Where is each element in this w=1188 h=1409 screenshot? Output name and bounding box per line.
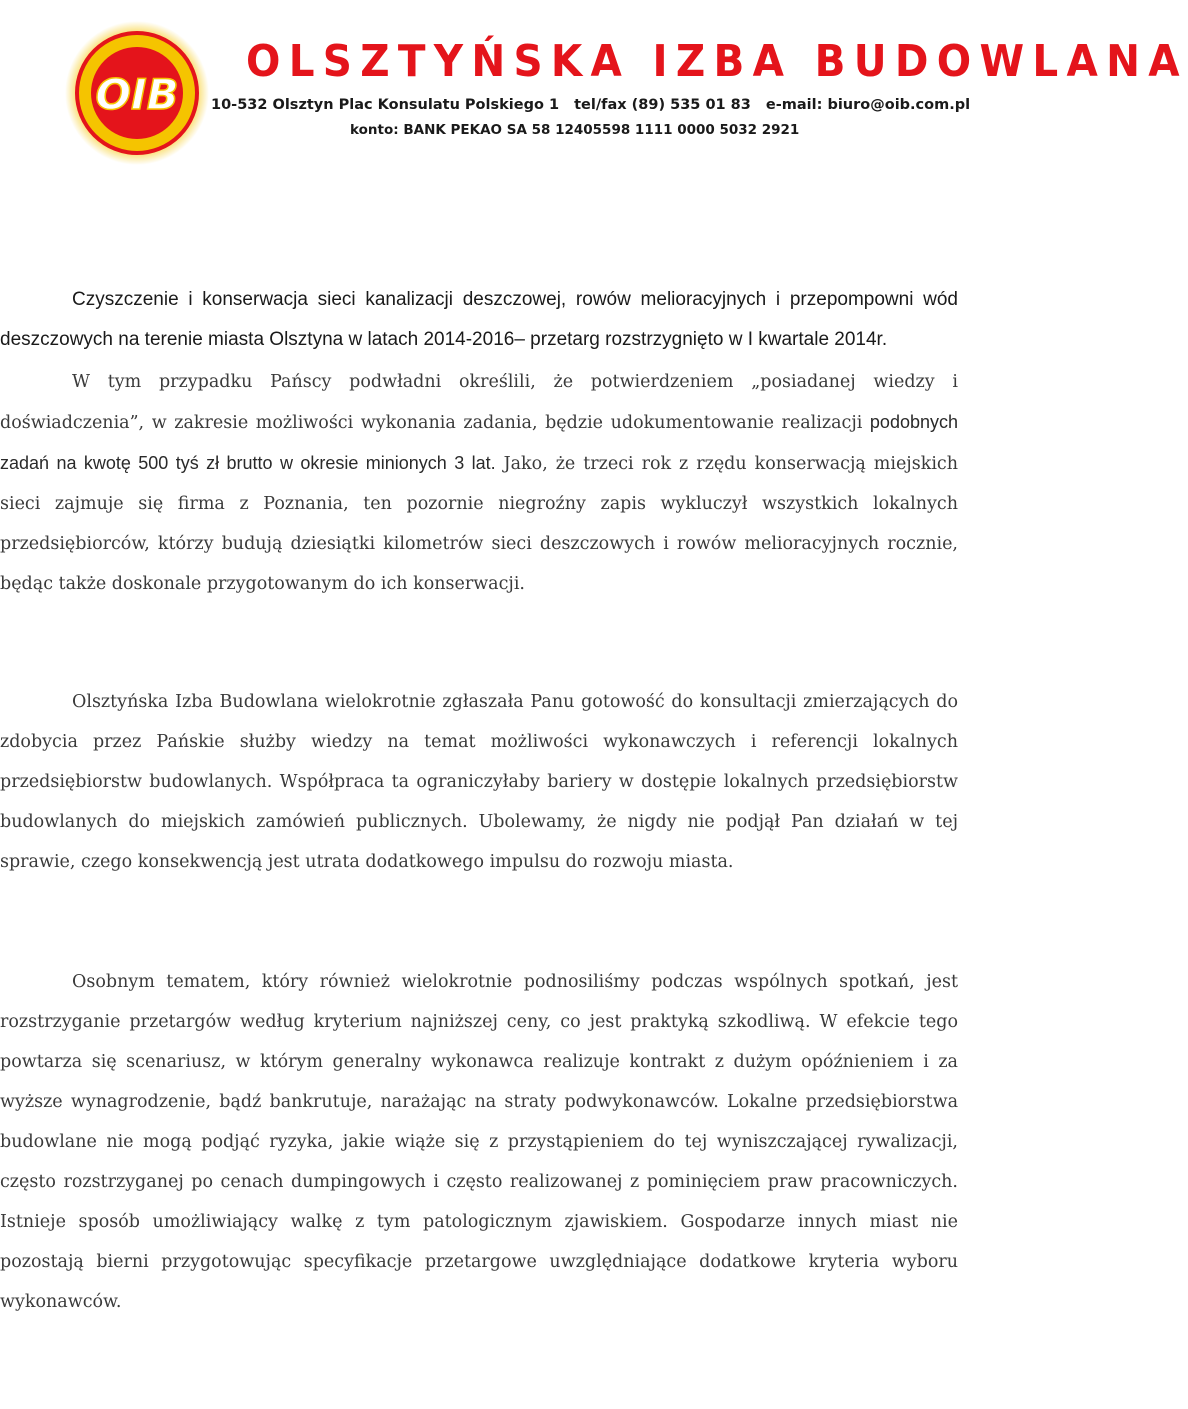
- paragraph-requirements-b: podobnych zadań na kwotę 500 tyś zł brutto w okresie minionych 3 lat.: [0, 412, 958, 473]
- address: 10-532 Olsztyn Plac Konsulatu Polskiego 1: [211, 97, 560, 113]
- paragraph-cooperation: Olsztyńska Izba Budowlana wielokrotnie zgłaszała Panu gotowość do konsultacji zmierzających do zdobycia przez Pańskie służby wiedzy na temat możliwości wykonawczych i referencji lokalnych przedsiębiorstw budowlanych. Współpraca ta ograniczyłaby bariery w dostępie lokalnych przedsiębiorstw budowlanych do miejskich zamówień publicznych. Ubolewamy, że nigdy nie podjął Pan działań w tej sprawie, czego konsekwencją jest utrata dodatkowego impulsu do rozwoju miasta.: [0, 692, 958, 872]
- paragraph-requirements: [0, 362, 958, 604]
- oib-logo: [62, 18, 212, 168]
- paragraph-tender: [0, 280, 958, 360]
- paragraph-requirements-a: W tym przypadku Pańscy podwładni określili, że potwierdzeniem „posiadanej wiedzy i doświadczenia”, w zakresie możliwości wykonania zadania, będzie udokumentowanie realizacji: [0, 372, 958, 433]
- paragraph-lowest-price: Osobnym tematem, który również wielokrotnie podnosiliśmy podczas wspólnych spotkań, jest rozstrzyganie przetargów według kryterium najniższej ceny, co jest praktyką szkodliwą. W efekcie tego powtarza się scenariusz, w którym generalny wykonawca realizuje kontrakt z dużym opóźnieniem i za wyższe wynagrodzenie, bądź bankrutuje, narażając na straty podwykonawców. Lokalne przedsiębiorstwa budowlane nie mogą podjąć ryzyka, jakie wiąże się z przystąpieniem do tej wyniszczającej rywalizacji, często rozstrzyganej po cenach dumpingowych i często realizowanej z pominięciem praw pracowniczych. Istnieje sposób umożliwiający walkę z tym patologicznym zjawiskiem. Gospodarze innych miast nie pozostają bierni przygotowując specyfikacje przetargowe uwzględniające dodatkowe kryteria wyboru wykonawców.: [0, 972, 958, 1312]
- email: e-mail: biuro@oib.com.pl: [765, 97, 971, 113]
- phone: tel/fax (89) 535 01 83: [574, 97, 751, 113]
- bank-account: konto: BANK PEKAO SA 58 12405598 1111 0000 5032 2921: [350, 122, 800, 138]
- paragraph-requirements-c: Jako, że trzeci rok z rzędu konserwacją miejskich sieci zajmuje się firma z Poznania, ten pozornie niegroźny zapis wykluczył wszystkich lokalnych przedsiębiorców, którzy budują dziesiątki kilometrów sieci deszczowych i rowów melioracyjnych rocznie, będąc także doskonale przygotowanym do ich konserwacji.: [0, 454, 958, 594]
- organization-name: OLSZTYŃSKA IZBA BUDOWLANA: [246, 36, 1188, 87]
- letter-body: [0, 280, 958, 1322]
- logo-text: OIB: [95, 70, 179, 119]
- letterhead: [0, 0, 1188, 180]
- contact-line: [211, 97, 980, 113]
- paragraph-tender-text: Czyszczenie i konserwacja sieci kanalizacji deszczowej, rowów melioracyjnych i przepompowni wód deszczowych na terenie miasta Olsztyna w latach 2014-2016– przetarg rozstrzygnięto w I kwartale 2014r.: [0, 289, 958, 350]
